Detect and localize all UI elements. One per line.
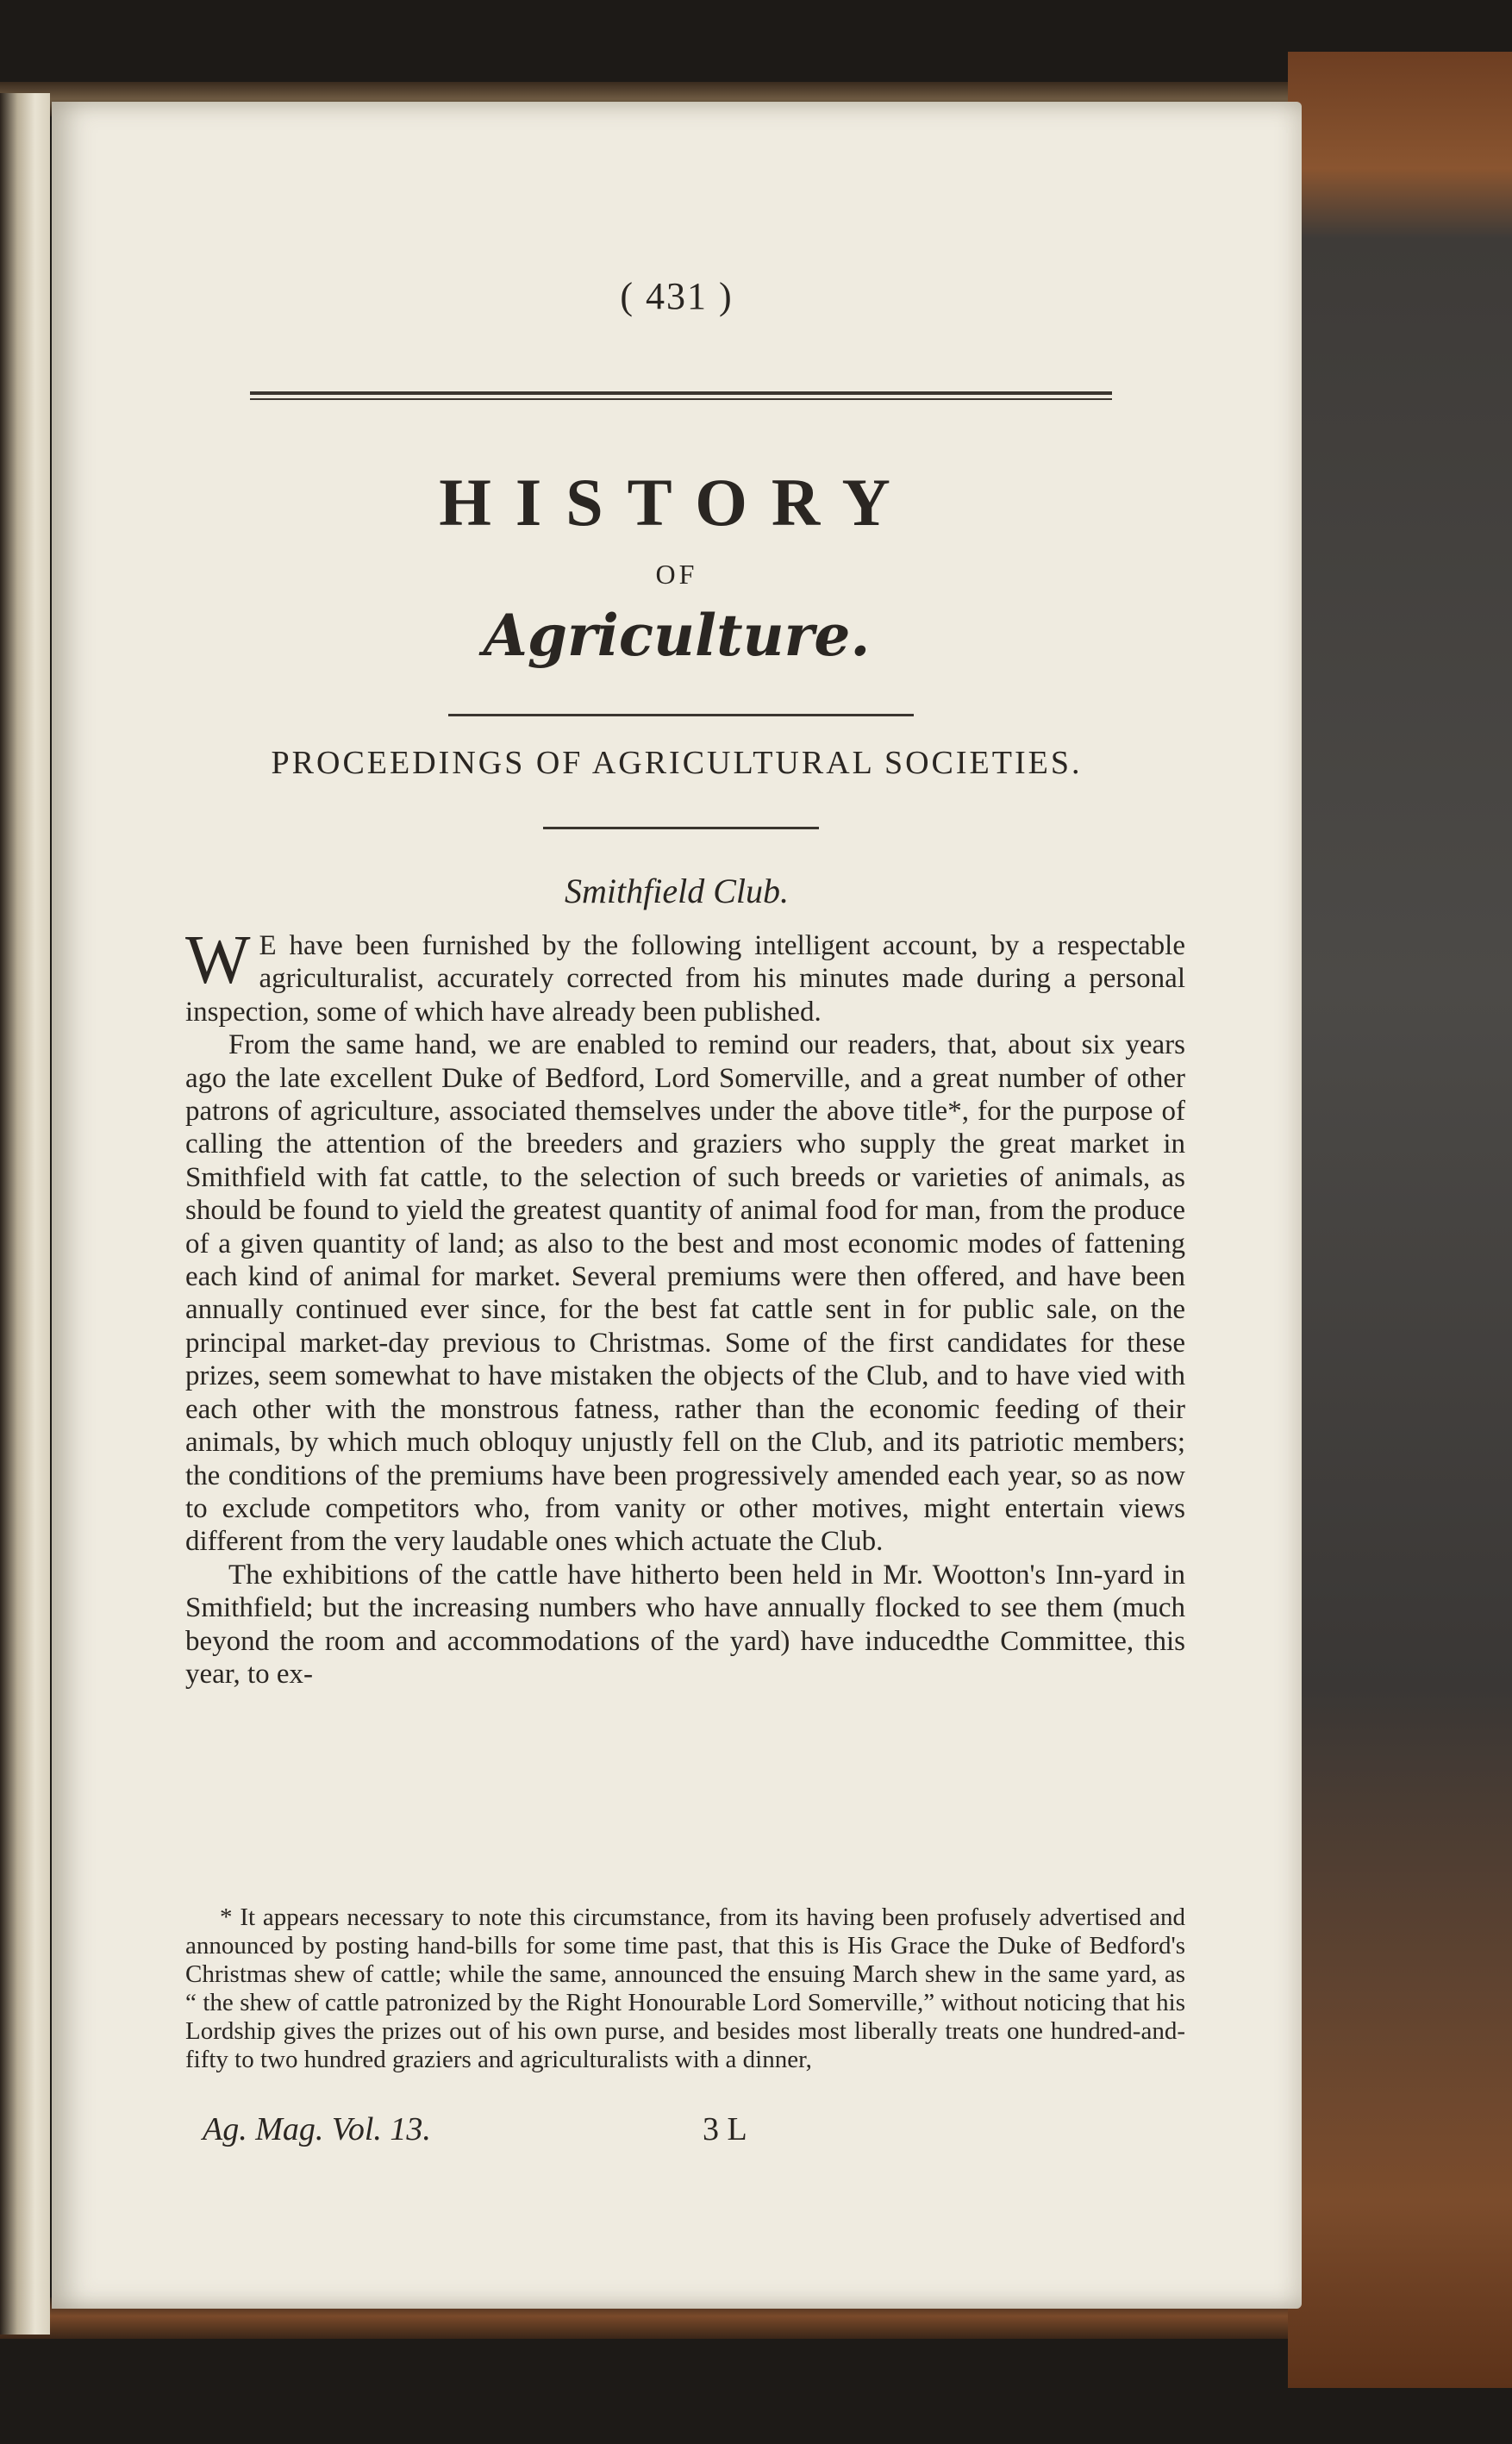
page-number: ( 431 ) — [620, 275, 734, 317]
signature-mark: 3 L — [703, 2111, 747, 2147]
club-heading: Smithfield Club. — [565, 872, 789, 910]
paragraph-1-text: E have been furnished by the following intelligent account, by a respectable agriculturalist, accurately corrected from his minutes made during a personal inspection, some of which have already been published. — [185, 930, 1185, 1028]
article-body — [185, 922, 1185, 1691]
left-page-edge — [0, 93, 50, 2335]
paragraph-1 — [185, 922, 1185, 1028]
ornamental-rule — [448, 714, 914, 716]
book-cover-marbled — [1288, 52, 1512, 2388]
title-agriculture: Agriculture. — [483, 602, 871, 669]
ornamental-rule-small — [543, 827, 819, 829]
title-history: HISTORY — [439, 465, 915, 540]
drop-cap: W — [185, 922, 251, 998]
footnote — [185, 1903, 1185, 2074]
header-double-rule — [250, 391, 1112, 395]
signature-line — [203, 2110, 806, 2148]
title-of: OF — [655, 559, 698, 590]
footnote-text: * It appears necessary to note this circumstance, from its having been profusely advertised and announced by posting hand-bills for some time past, that this is His Grace the Duke of Bedford's Christmas shew of cattle; while the same, announced the ensuing March shew in the same yard, as “ the shew of cattle patronized by the Right Honourable Lord Somerville,” without noticing that his Lordship gives the prizes out of his own purse, and besides most liberally treats one hundred-and-fifty to two hundred graziers and agriculturalists with a dinner, — [185, 1903, 1185, 2073]
section-heading: PROCEEDINGS OF AGRICULTURAL SOCIETIES. — [271, 745, 1083, 781]
paragraph-2: From the same hand, we are enabled to remind our readers, that, about six years ago the late excellent Duke of Bedford, Lord Somerville, and a great number of other patrons of agriculture, associated themselves under the above title*, for the purpose of calling the attention of the breeders and graziers who supply the great market in Smithfield with fat cattle, to the selection of such breeds or varieties of animals, as should be found to yield the greatest quantity of animal food for man, from the produce of a given quantity of land; as also to the best and most economic modes of fattening each kind of animal for market. Several premiums were then offered, and have been annually continued ever since, for the best fat cattle sent in for public sale, on the principal market-day previous to Christmas. Some of the first candidates for these prizes, seem somewhat to have mistaken the objects of the Club, and to have vied with each other with the monstrous fatness, rather than the economic feeding of their animals, by which much obloquy unjustly fell on the Club, and its patriotic members; the conditions of the premiums have been progressively amended each year, so as now to exclude competitors who, from vanity or other motives, might entertain views different from the very laudable ones which actuate the Club. — [185, 1029, 1185, 1558]
book-page — [52, 102, 1302, 2309]
header-double-rule-thin — [250, 398, 1112, 400]
volume-label: Ag. Mag. Vol. 13. — [203, 2111, 431, 2147]
paragraph-3: The exhibitions of the cattle have hitherto been held in Mr. Wootton's Inn-yard in Smithfield; but the increasing numbers who have annually flocked to see them (much beyond the room and accommodations of the yard) have inducedthe Committee, this year, to ex- — [185, 1559, 1185, 1690]
